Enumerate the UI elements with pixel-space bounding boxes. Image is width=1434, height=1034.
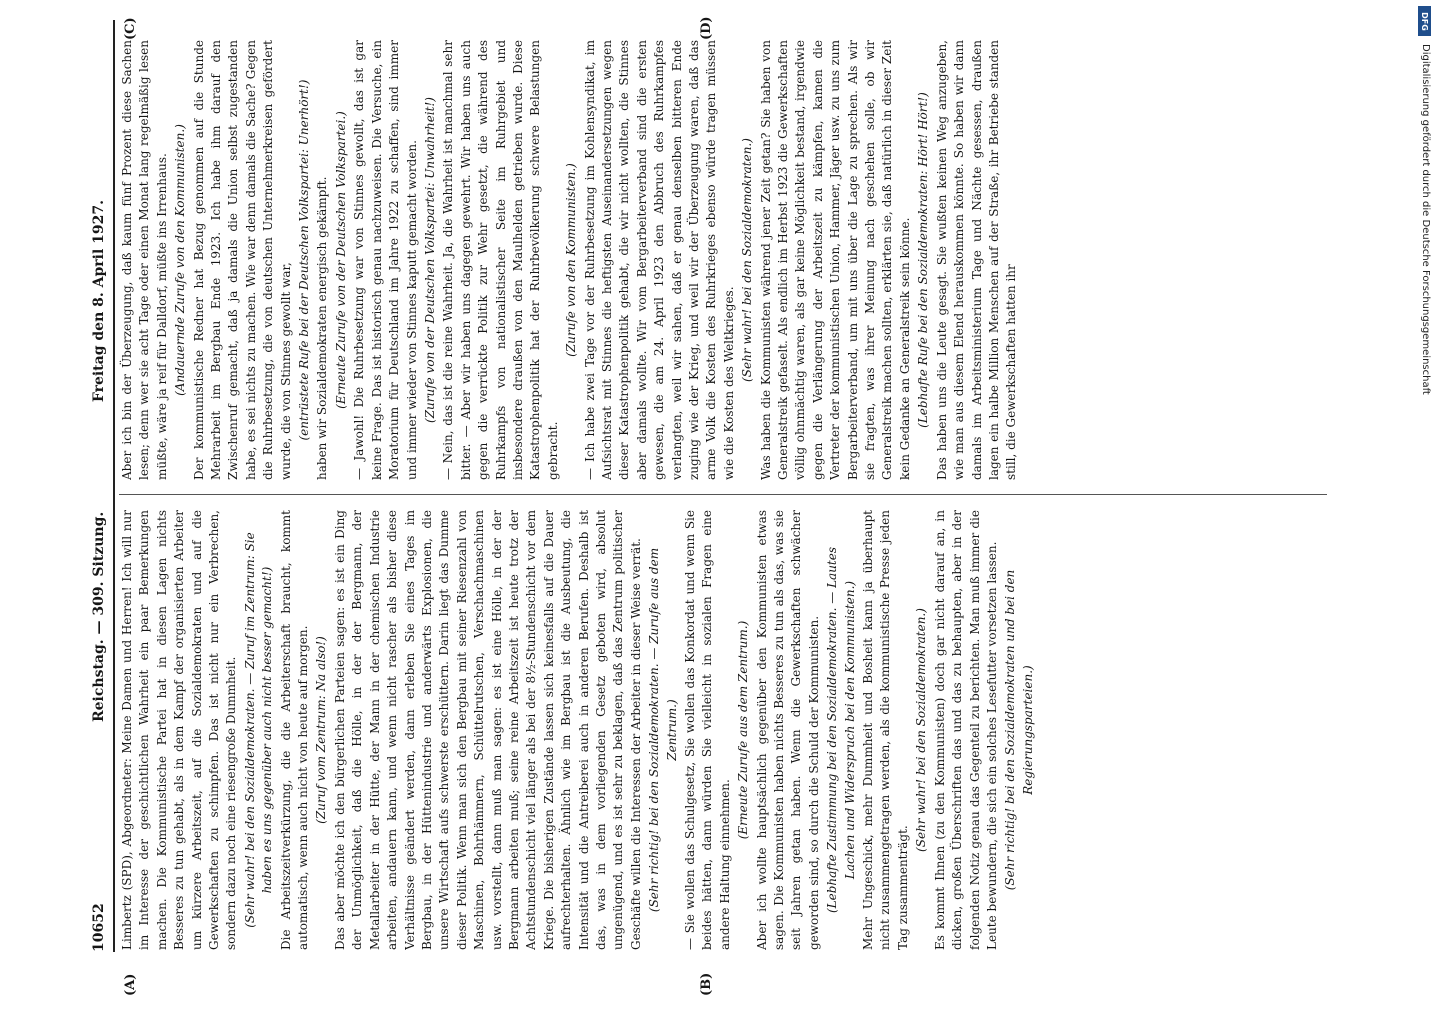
interjection-paragraph: (entrüstete Rufe bei der Deutschen Volkspartei: Unerhört!)	[297, 79, 312, 441]
speech-paragraph: Es kommt Ihnen (zu den Kommunisten) doch gar nicht darauf an, in dicken, großen Überschriften das und das zu behaupten, aber in der folgenden Notiz genau das Gegenteil zu berichten. Man muß immer die Leute bewundern, die sich ein solches Lesefutter vorsetzen lassen.	[932, 510, 999, 950]
page-header	[89, 20, 115, 952]
session-title: Reichstag. — 309. Sitzung.	[91, 511, 107, 722]
interjection-paragraph: (Zurufe von der Deutschen Volkspartei: Unwahrheit!)	[422, 97, 437, 423]
speech-paragraph: Aber ich bin der Überzeugung, daß kaum fünf Prozent diese Sachen lesen; denn wer sie acht Tage oder einen Monat lang regelmäßig lesen müßte, wäre ja reif für Dalldorf, müßte ins Irrenhaus.	[120, 40, 169, 480]
speech-paragraph: — Nein, das ist die reine Wahrheit. Ja, die Wahrheit ist manchmal sehr bitter. — Aber wir haben uns dagegen gewehrt. Wir haben uns auch gegen die verrückte Politik zur Wehr gesetzt, die während des Ruhrkampfs von nationalistischer Seite im Ruhrgebiet und insbesondere draußen von den Maulhelden getrieben wurde. Diese Katastrophenpolitik hat der Ruhrbevölkerung schwere Belastungen gebracht.	[441, 40, 560, 480]
speech-paragraph: Das haben uns die Leute gesagt. Sie wußten keinen Weg anzugeben, wie man aus diesem Elend herauskommen könnte. So haben wir dann damals im Arbeitsministerium Tage und Nächte gesessen, draußen lagen ein halbe Million Menschen auf der Straße, ihr Betriebe standen still, die Gewerkschaften hatten ihr	[934, 40, 1019, 480]
left-text-column	[119, 510, 1327, 950]
credit-text: Digitalisierung gefördert durch die Deutsche Forschungsgemeinschaft	[1420, 44, 1431, 395]
right-text-column	[119, 40, 1327, 480]
interjection-paragraph: (Zurufe von den Kommunisten.)	[564, 163, 579, 357]
margin-mark-b: (B)	[699, 972, 714, 996]
speech-paragraph: — Ich habe zwei Tage vor der Ruhrbesetzung im Kohlensyndikat, im Aufsichtsrat mit Stinnes die heftigsten Auseinandersetzungen wegen dieser Katastrophenpolitik gehabt, die wir nicht wollten, die Stinnes aber damals wollte. Wir vom Bergarbeiterverband sind die ersten gewesen, die am 24. April 1923 den Abbruch des Ruhrkampfes verlangten, weil wir sahen, daß er genau denselben bitteren Ende zuging wie der Krieg, und weil wir der Überzeugung waren, daß das arme Volk die Kosten des Ruhrkrieges ebenso würde tragen müssen wie die Kosten des Weltkrieges.	[582, 40, 736, 480]
column-divider	[119, 494, 1327, 495]
speech-paragraph: Mehr Ungeschick, mehr Dummheit und Bosheit kann ja überhaupt nicht zusammengetragen werden, als die kommunistische Presse jeden Tag zusammenträgt.	[861, 510, 910, 950]
speech-paragraph: — Sie wollen das Schulgesetz, Sie wollen das Konkordat und wenn Sie beides hätten, dann würden Sie vielleicht in sozialen Fragen eine andere Haltung einnehmen.	[683, 510, 732, 950]
speech-paragraph: — Jawohl! Die Ruhrbesetzung war von Stinnes gewollt, das ist gar keine Frage. Das ist historisch genau nachzuweisen. Die Versuche, ein Moratorium für Deutschland im Jahre 1922 zu schaffen, sind immer und immer wieder von Stinnes kaputt gemacht worden.	[352, 40, 419, 480]
rotated-scanned-page	[79, 0, 1339, 1000]
speech-paragraph: Das aber möchte ich den bürgerlichen Parteien sagen: es ist ein Ding der Unmöglichkeit, daß die Hölle, in der der Bergmann, der Metallarbeiter in der Hütte, der Mann in der chemischen Industrie arbeiten, andauern kann, und wenn nicht rascher als bisher diese Verhältnisse geändert werden, dann erleben Sie eines Tages im Bergbau, in der Hüttenindustrie und anderwärts Explosionen, die unsere Wirtschaft aufs schwerste erschüttern. Darin liegt das Dumme dieser Politik. Wenn man sich den Bergbau mit seiner Riesenzahl von Maschinen, Bohrhämmern, Schüttelrutschen, Verschachmaschinen usw. vorstellt, dann muß man sagen: es ist eine Hölle, in der der Bergmann arbeiten muß; seine reine Arbeitszeit ist heute trotz der Achtstundenschicht viel länger als bei der 8½-Stundenschicht vor dem Kriege. Die bisherigen Zustände lassen sich keinesfalls auf die Dauer aufrechterhalten. Ähnlich wie im Bergbau ist die Ausbeutung, die Intensität und die Antreiberei auch in anderen Berufen. Deshalb ist das, was in dem vorliegenden Gesetz geboten wird, absolut ungenügend, und es ist sehr zu beklagen, daß das Zentrum politischer Geschäfte willen die Interessen der Arbeiter in dieser Weise verrät.	[332, 510, 643, 950]
interjection-paragraph: (Sehr wahr! bei den Sozialdemokraten. — Zuruf im Zentrum: Sie haben es uns gegenüber auch nicht besser gemacht!)	[242, 532, 275, 928]
speech-paragraph: Der kommunistische Redner hat Bezug genommen auf die Stunde Mehrarbeit im Bergbau Ende 1923. Ich habe ihm darauf den Zwischenruf gemacht, daß ja damals die Union selbst zugestanden habe, es sei nichts zu machen. Wie war denn damals die Sache? Gegen die Ruhrbesetzung, die von deutschen Unternehmerkreisen gefördert wurde, die von Stinnes gewollt war,	[191, 40, 293, 480]
interjection-paragraph: (Sehr richtig! bei den Sozialdemokraten. — Zurufe aus dem Zentrum.)	[647, 547, 679, 913]
interjection-paragraph: (Sehr wahr! bei den Sozialdemokraten.)	[914, 608, 929, 852]
page-number: 10652	[91, 903, 107, 952]
margin-mark-c: (C)	[123, 17, 138, 40]
interjection-paragraph: (Zuruf vom Zentrum: Na also!)	[314, 636, 329, 824]
speech-paragraph: Die Arbeitszeitverkürzung, die die Arbeiterschaft braucht, kommt automatisch, wenn auch nicht von heute auf morgen.	[278, 510, 311, 950]
session-date: Freitag den 8. April 1927.	[91, 200, 107, 403]
interjection-paragraph: (Erneute Zurufe von der Deutschen Volkspartei.)	[333, 111, 348, 409]
margin-mark-d: (D)	[699, 16, 714, 40]
digitization-credit	[1414, 4, 1432, 994]
interjection-paragraph: (Andauernde Zurufe von den Kommunisten.)	[173, 124, 188, 396]
dfg-logo-text: DFG	[1420, 11, 1430, 31]
speech-paragraph: haben wir Sozialdemokraten energisch gekämpft.	[315, 176, 330, 480]
speech-paragraph: Limbertz (SPD), Abgeordneter: Meine Damen und Herren! Ich will nur im Interesse der geschichtlichen Wahrheit ein paar Bemerkungen machen. Die Kommunistische Partei hat in diesen Lagen nichts Besseres zu tun gehabt, als in dem Kampf der organisierten Arbeiter um kürzere Arbeitszeit, auf die Sozialdemokraten und auf die Gewerkschaften zu schimpfen. Das ist nicht nur ein Verbrechen, sondern dazu noch eine riesengroße Dummheit.	[120, 510, 239, 950]
interjection-paragraph: (Lebhafte Zustimmung bei den Sozialdemokraten. — Lautes Lachen und Widerspruch bei den Kommunisten.)	[825, 546, 857, 914]
interjection-paragraph: (Sehr wahr! bei den Sozialdemokraten.)	[740, 138, 755, 382]
speech-paragraph: Aber ich wollte hauptsächlich gegenüber den Kommunisten etwas sagen. Die Kommunisten haben nichts Besseres zu tun als das, was sie seit Jahren getan haben. Wenn die Gewerkschaften schwächer geworden sind, so durch die Schuld der Kommunisten.	[754, 510, 821, 950]
interjection-paragraph: (Sehr richtig! bei den Sozialdemokraten und bei den Regierungsparteien.)	[1003, 569, 1035, 891]
interjection-paragraph: (Erneute Zurufe aus dem Zentrum.)	[736, 620, 751, 840]
margin-mark-a: (A)	[123, 973, 138, 996]
speech-paragraph: Was haben die Kommunisten während jener Zeit getan? Sie haben von Generalstreik gefaselt. Als endlich im Herbst 1923 die Gewerkschaften völlig ohnmächtig waren, als gar keine Möglichkeit bestand, irgendwie gegen die Verlängerung der Arbeitszeit zu kämpfen, kamen die Vertreter der kommunistischen Union, Hammer, Jäger usw. zu uns zum Bergarbeiterverband, um mit uns über die Lage zu sprechen. Als wir sie fragten, was ihrer Meinung nach geschehen solle, ob wir Generalstreik machen sollten, erklärten sie, daß natürlich in dieser Zeit kein Gedanke an Generalstreik sein könne.	[758, 40, 912, 480]
interjection-paragraph: (Lebhafte Rufe bei den Sozialdemokraten: Hört! Hört!)	[916, 92, 931, 428]
